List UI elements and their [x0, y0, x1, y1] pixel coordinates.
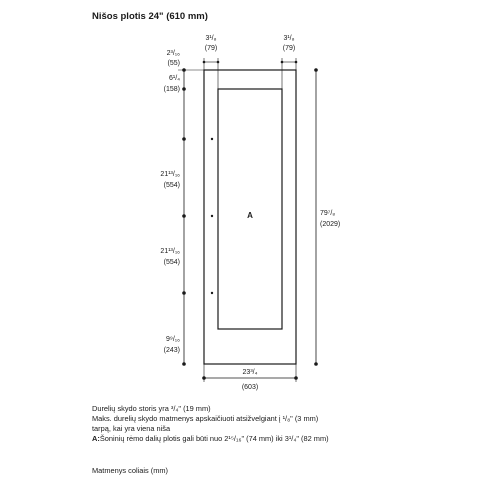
top-right-dim-in: 3¹/₈: [283, 35, 295, 42]
height-dim-in: 79⁷/₈: [320, 210, 336, 217]
seg2-dim-mm: (554): [163, 259, 180, 266]
top-left-dim-in: 3¹/₈: [205, 35, 217, 42]
hinge-dot: [211, 215, 213, 217]
top-right-dim-mm: (79): [282, 45, 296, 52]
note-a-label: A:: [92, 434, 100, 443]
right-dim-tick: [314, 362, 318, 366]
top-left-dim-tick: [217, 61, 220, 64]
top-left-dim-tick: [203, 61, 206, 64]
gap-top-dim-in: 2³/₁₆: [166, 50, 180, 57]
bottom-seg-dim-mm: (243): [163, 347, 180, 354]
seg2-dim-in: 21¹³/₁₆: [160, 248, 180, 255]
bottom-dim-tick: [294, 376, 298, 380]
top-right-dim-tick: [295, 61, 298, 64]
bottom-seg-dim-in: 9⁹/₁₆: [165, 336, 180, 343]
seg1-dim-mm: (554): [163, 182, 180, 189]
note-a-text: Šoninių rėmo dalių plotis gali būti nuo 2¹⁵/₁₆" (74 mm) iki 3¹/₄" (82 mm): [99, 434, 329, 443]
right-dim-tick: [314, 68, 318, 72]
units-note: Matmenys coliais (mm): [92, 466, 168, 475]
note-max-dimensions: Maks. durelių skydo matmenys apskaičiuoti atsižvelgiant į ¹/₈" (3 mm): [92, 414, 319, 423]
width-dim-in: 23³/₄: [242, 369, 258, 376]
width-dim-mm: (603): [241, 384, 259, 391]
top-left-dim-mm: (79): [204, 45, 218, 52]
panel-label-a: A: [247, 211, 253, 220]
upper-dim-mm: (158): [163, 86, 180, 93]
upper-dim-in: 6¹/₄: [168, 75, 180, 82]
gap-top-dim-mm: (55): [167, 60, 180, 67]
door-panel-inner: [218, 89, 282, 329]
hinge-dot: [211, 292, 213, 294]
hinge-dot: [211, 138, 213, 140]
bottom-dim-tick: [202, 376, 206, 380]
notes-block: [92, 404, 329, 444]
top-right-dim-tick: [281, 61, 284, 64]
note-panel-thickness: Durelių skydo storis yra ³/₄" (19 mm): [92, 404, 211, 413]
note-a: [92, 434, 329, 444]
note-max-dimensions-cont: tarpą, kai yra viena niša: [92, 424, 171, 433]
seg1-dim-in: 21¹³/₁₆: [160, 171, 180, 178]
page-title: Nišos plotis 24" (610 mm): [92, 11, 208, 22]
height-dim-mm: (2029): [320, 221, 341, 228]
